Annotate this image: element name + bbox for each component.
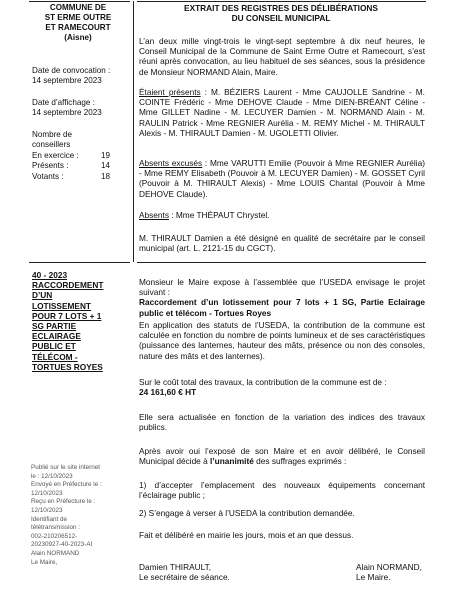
subject-line: TÉLÉCOM - bbox=[32, 351, 78, 362]
stamp-line: 12/10/2023 bbox=[31, 506, 63, 514]
secretary-role: Le secrétaire de séance. bbox=[139, 572, 230, 583]
attendees-excused bbox=[139, 158, 425, 199]
decision-item-1 bbox=[139, 480, 425, 500]
top-border-left bbox=[29, 1, 130, 2]
stamp-line: Identifiant de bbox=[31, 515, 68, 523]
attendees-absent bbox=[139, 210, 425, 220]
deliberation-exposition bbox=[139, 277, 425, 318]
document-title bbox=[140, 3, 422, 23]
stamp-line: télétransmission : bbox=[31, 524, 80, 532]
decision-text-end: des suffrages exprimés : bbox=[253, 456, 347, 467]
presents-list: : M. BÉZIERS Laurent - Mme CAUJOLLE Sandrine - M. COINTE Frédéric - Mme DEHOVE Claude - Mme DIEN-BRÉANT Céline - Mme GILLET Nadine - M. LECUYER Damien - M. NORMAND Alain - M. RAULIN Patrick - Mme REGNIER Aurélia - M. REMY Michel - M. THIRAULT Alexis - M. THIRAULT Damien - M. UGOLETTI Olivier. bbox=[139, 87, 425, 138]
cost-paragraph: Sur le coût total des travaux, la contribution de la commune est de : bbox=[139, 377, 387, 387]
subject-line: 40 - 2023 bbox=[32, 270, 68, 280]
stamp-line: Alain NORMAND bbox=[31, 549, 80, 557]
subject-line: LOTISSEMENT bbox=[32, 300, 92, 311]
section-divider-right bbox=[137, 262, 426, 263]
section-divider-left bbox=[29, 262, 130, 263]
excuses-list: : Mme VARUTTI Emilie (Pouvoir à Mme REGNIER Aurélia) - Mme REMY Elisabeth (Pouvoir à M. LECUYER Damien) - M. GOSSET Cyril (Pouvoir à M. THIRAULT Alexis) - Mme LOUIS Chantal (Pouvoir à Mme DEHOVE Claude). bbox=[139, 158, 425, 199]
affichage-block bbox=[32, 98, 102, 119]
stamp-line: le : 12/10/2023 bbox=[31, 472, 73, 480]
subject-line: RACCORDEMENT bbox=[32, 280, 104, 291]
presents-row bbox=[32, 161, 110, 171]
statutes-paragraph: En application des statuts de l’USEDA, la contribution de la commune est calculée en fonction du nombre de points lumineux et de ses caractéristiques (puissance des lanternes, hauteur des mâts, présence ou non des consoles, nature des mâts et des lanternes). bbox=[139, 320, 425, 361]
contribution-amount: 24 161,60 € HT bbox=[139, 387, 197, 398]
closing-paragraph: Fait et délibéré en mairie les jours, mois et an que dessus. bbox=[139, 530, 354, 540]
nombre-label: Nombre de bbox=[32, 130, 73, 139]
affichage-label: Date d’affichage : bbox=[32, 98, 95, 107]
excuses-paragraph bbox=[139, 158, 425, 199]
convocation-label: Date de convocation : bbox=[32, 66, 111, 75]
transmission-stamp bbox=[31, 464, 131, 567]
commune-header bbox=[30, 3, 126, 43]
indexation-paragraph: Elle sera actualisée en fonction de la variation des indices des travaux publics. bbox=[139, 412, 425, 433]
secretary-paragraph: M. THIRAULT Damien a été désigné en qualité de secrétaire par le conseil municipal (art. L. 2121-15 du CGCT). bbox=[139, 233, 425, 254]
conseillers-label: conseillers bbox=[32, 140, 71, 150]
subject-line: ECLAIRAGE bbox=[32, 331, 81, 342]
title-line: DU CONSEIL MUNICIPAL bbox=[231, 13, 331, 23]
top-border-right bbox=[137, 1, 426, 2]
votants-value: 18 bbox=[100, 171, 110, 181]
exercice-label: En exercice : bbox=[32, 150, 79, 160]
convocation-block bbox=[32, 66, 110, 87]
decision-item-2 bbox=[139, 508, 425, 518]
mayor-role: Le Maire. bbox=[356, 572, 391, 583]
title-line: EXTRAIT DES REGISTRES DES DÉLIBÉRATIONS bbox=[184, 3, 378, 13]
commune-line: COMMUNE DE bbox=[49, 3, 107, 12]
secretary-name: Damien THIRAULT, bbox=[139, 562, 212, 572]
stamp-line: Reçu en Préfecture le : bbox=[31, 498, 96, 506]
subject-line: POUR 7 LOTS + 1 bbox=[32, 310, 102, 321]
exercice-row bbox=[32, 151, 110, 161]
unanimity-text: l’unanimité bbox=[210, 456, 254, 467]
secretary-designation bbox=[139, 233, 425, 253]
cost-block bbox=[139, 377, 425, 397]
votants-label: Votants : bbox=[32, 171, 64, 181]
mayor-signature bbox=[356, 562, 422, 582]
presents-paragraph bbox=[139, 87, 425, 138]
decision-text: Après avoir oui l’exposé de son Maire et en avoir délibéré, le Conseil Municipal décide à bbox=[139, 446, 425, 467]
absents-paragraph bbox=[139, 210, 425, 220]
stamp-line: 20230927-40-2023-AI bbox=[31, 541, 93, 549]
indexation-block bbox=[139, 412, 425, 432]
commune-line: ET RAMECOURT bbox=[45, 23, 111, 32]
decision-block bbox=[139, 446, 425, 466]
subject-line: SG PARTIE bbox=[32, 321, 77, 332]
decision-item-text: 2) S’engage à verser à l’USEDA la contribution demandée. bbox=[139, 508, 355, 518]
absents-heading: Absents bbox=[139, 210, 169, 220]
secretary-signature bbox=[139, 562, 230, 582]
commune-line: (Aisne) bbox=[64, 33, 92, 42]
stamp-line: Envoyé en Préfecture le : bbox=[31, 481, 102, 489]
councillor-count-block bbox=[32, 130, 110, 182]
stamp-line: Publié sur le site internet bbox=[31, 464, 100, 471]
decision-item-text: 1) d’accepter l’emplacement des nouveaux équipements concernant l’éclairage public ; bbox=[139, 480, 425, 501]
exposition-paragraph: Monsieur le Maire expose à l’assemblée que l’USEDA envisage le projet suivant : bbox=[139, 277, 425, 298]
closing-block bbox=[139, 530, 425, 540]
subject-line: PUBLIC ET bbox=[32, 341, 76, 352]
mayor-name: Alain NORMAND, bbox=[356, 562, 422, 572]
subject-line: D’UN bbox=[32, 290, 53, 301]
stamp-line: Le Maire, bbox=[31, 558, 58, 566]
presents-heading: Étaient présents bbox=[139, 87, 201, 97]
votants-row bbox=[32, 172, 110, 182]
stamp-line: 002-210206512- bbox=[31, 532, 78, 540]
session-intro bbox=[139, 36, 425, 77]
decision-paragraph bbox=[139, 446, 425, 466]
convocation-date: 14 septembre 2023 bbox=[32, 76, 102, 86]
intro-paragraph: L’an deux mille vingt-trois le vingt-sept septembre à dix neuf heures, le Conseil Municipal de la Commune de Saint Erme Outre et Ramecourt, s’est réuni après convocation, au lieu habituel de ses séances, sous la présidence de Monsieur NORMAND Alain, Maire. bbox=[139, 36, 425, 77]
presents-label: Présents : bbox=[32, 161, 69, 171]
commune-line: ST ERME OUTRE bbox=[44, 13, 112, 22]
excuses-heading: Absents excusés bbox=[139, 158, 203, 168]
subject-line: TORTUES ROYES bbox=[32, 361, 103, 372]
exercice-value: 19 bbox=[100, 150, 110, 160]
presents-value: 14 bbox=[100, 161, 110, 171]
affichage-date: 14 septembre 2023 bbox=[32, 108, 102, 118]
absents-list: : Mme THÉPAUT Chrystel. bbox=[168, 210, 270, 220]
statutes-paragraph-block bbox=[139, 320, 425, 361]
stamp-line: 12/10/2023 bbox=[31, 489, 63, 497]
column-divider bbox=[133, 1, 134, 262]
project-title: Raccordement d’un lotissement pour 7 lots + 1 SG, Partie Eclairage public et télécom - Tortues Royes bbox=[139, 297, 425, 318]
attendees-present bbox=[139, 87, 425, 138]
deliberation-subject bbox=[32, 270, 128, 372]
